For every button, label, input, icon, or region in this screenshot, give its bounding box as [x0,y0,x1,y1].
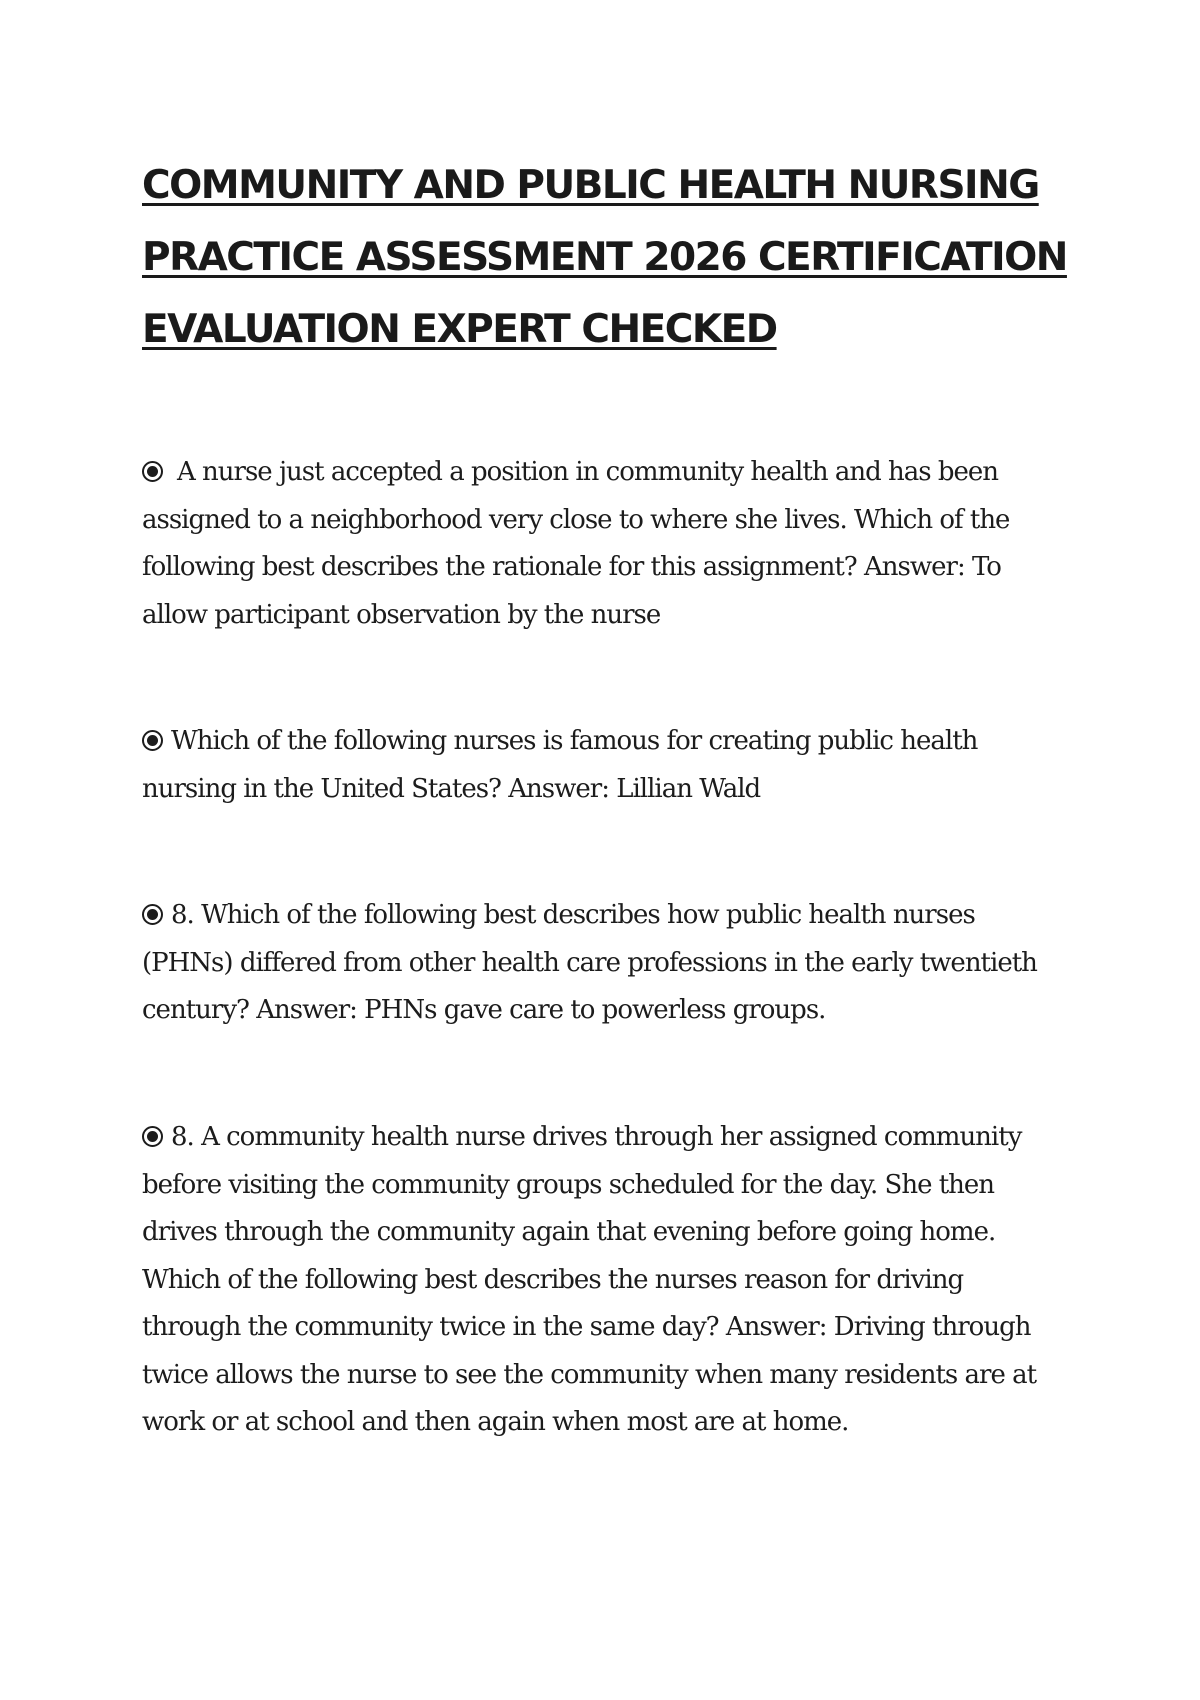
question-text: A nurse just accepted a position in community health and has been assigned to a neighborhood very close to where she lives. Which of the following best describes the rationale for this assignment? Answer: To allow participant observation by the nurse [142,457,1010,630]
document-title [142,150,1082,366]
question-item [142,718,1062,813]
title-line: COMMUNITY AND PUBLIC HEALTH NURSING [142,163,1039,208]
question-item [142,449,1062,639]
radio-bullet-icon [142,904,163,925]
question-item [142,1114,1062,1447]
radio-bullet-icon [142,461,163,482]
radio-bullet-icon [142,1126,163,1147]
title-line: PRACTICE ASSESSMENT 2026 CERTIFICATION [142,235,1067,280]
radio-bullet-icon [142,730,163,751]
question-text: 8. Which of the following best describes how public health nurses (PHNs) differed from other health care professions in the early twentieth century? Answer: PHNs gave care to powerless groups. [142,900,1037,1025]
question-item [142,892,1062,1035]
question-text: 8. A community health nurse drives through her assigned community before visiting the community groups scheduled for the day. She then drives through the community again that evening before going home. Which of the following best describes the nurses reason for driving through the community twice in the same day? Answer: Driving through twice allows the nurse to see the community when many residents are at work or at school and then again when most are at home. [142,1122,1037,1437]
title-line: EVALUATION EXPERT CHECKED [142,307,777,352]
question-text: Which of the following nurses is famous for creating public health nursing in the United States? Answer: Lillian Wald [142,726,978,804]
